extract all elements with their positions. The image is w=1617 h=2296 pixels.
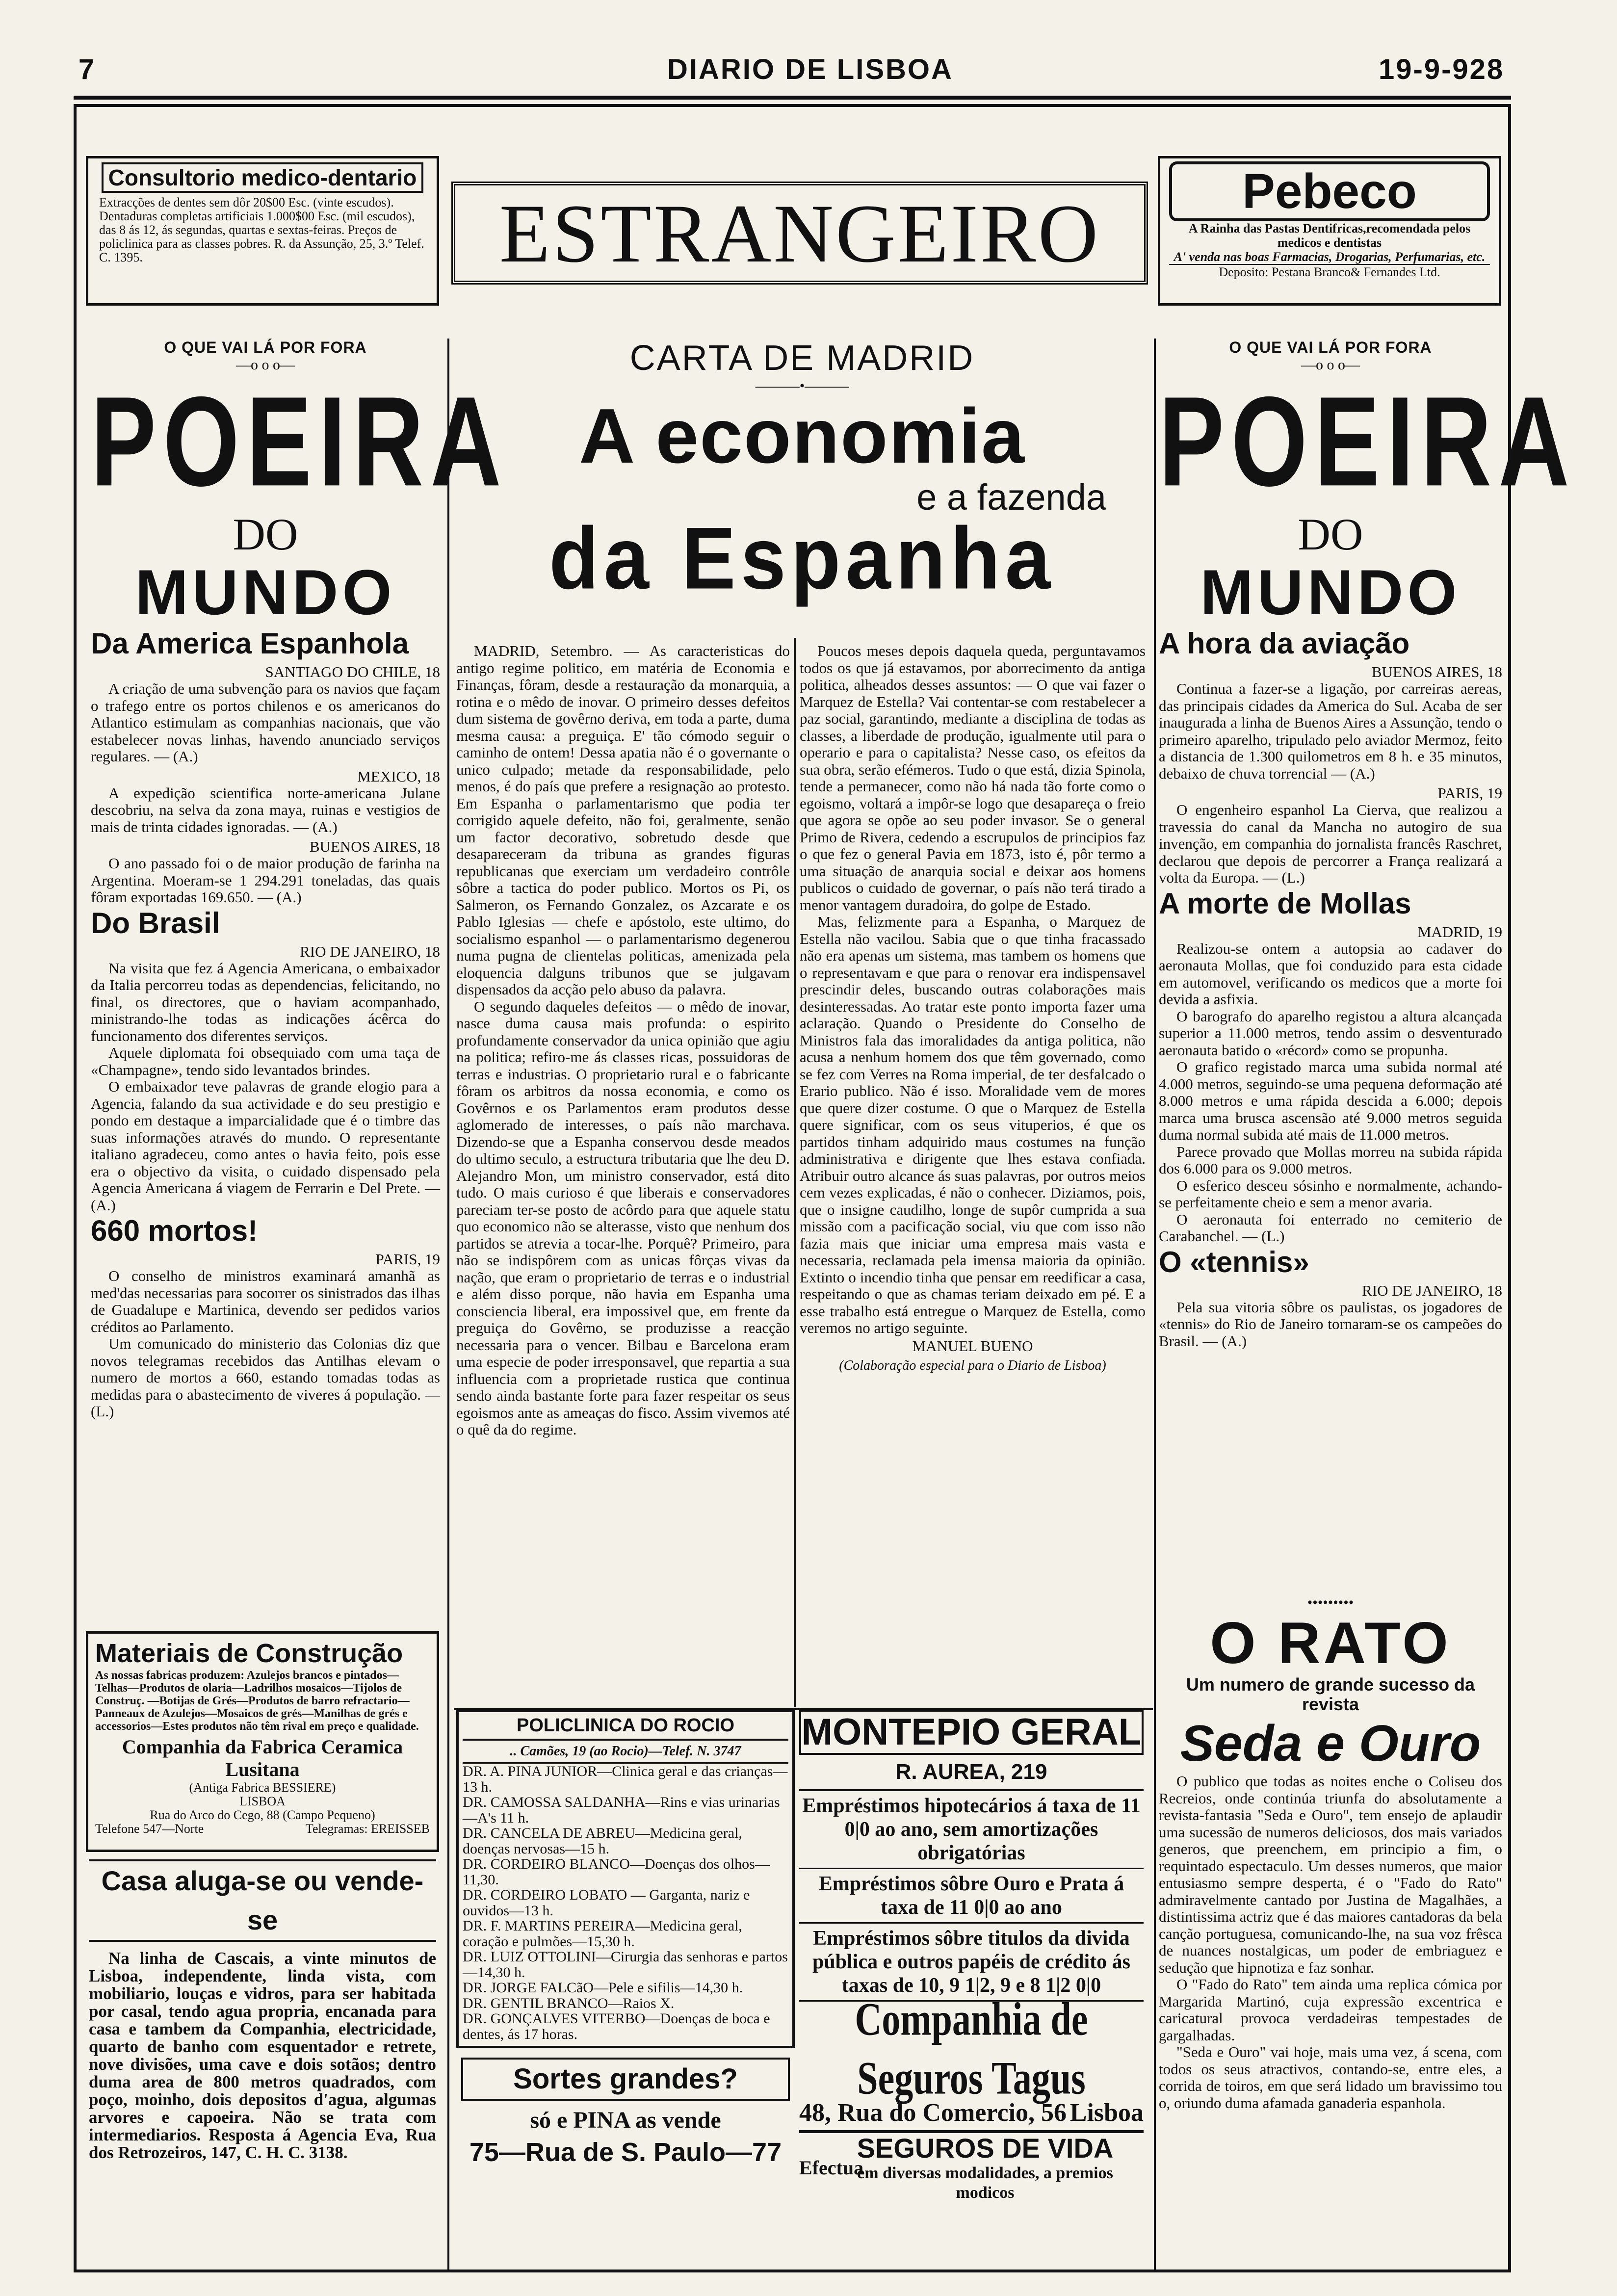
- rato-subtitle: Um numero de grande sucesso da revista: [1186, 1674, 1475, 1714]
- dateline: BUENOS AIRES, 18: [309, 838, 440, 855]
- rato-ornament: •••••••••: [1307, 1594, 1354, 1611]
- newspaper-title: DIARIO DE LISBOA: [667, 53, 953, 85]
- center-kicker: CARTA DE MADRID: [629, 339, 975, 378]
- ad-materiais-address: Rua do Arco do Cego, 88 (Campo Pequeno): [150, 1808, 375, 1822]
- ad-policlinica-item: DR. CORDEIRO LOBATO — Garganta, nariz e ouvidos—13 h.: [463, 1887, 750, 1919]
- right-subhead-aviacao: A hora da aviação: [1159, 627, 1410, 660]
- left-ornament: —o o o—: [236, 357, 295, 373]
- ad-montepio-offer3: Empréstimos sôbre titulos da divida pública e outros papéis de crédito ás taxas de 10, 9 1|2, 9 e 8 1|2 0|0: [799, 1924, 1144, 2002]
- article-paragraph: "Seda e Ouro" vai hoje, mais uma vez, á scena, com todos os seus atractivos, contando-se, entre eles, a corrida de toiros, em que será lidado um bravissimo tou o, oriundo duma afamada ganaderia espanhola.: [1159, 2043, 1502, 2112]
- ad-policlinica-item: DR. CORDEIRO BLANCO—Doenças dos olhos—11,30.: [463, 1856, 770, 1888]
- ad-sortes: [456, 2056, 795, 2271]
- article-paragraph: O segundo daqueles defeitos — o mêdo de inovar, nasce duma causa mais profunda: o espirito profundamente conservador da unica opinião que agiu na politica; refiro-me ás classes ricas, possuidoras de terras e industrias. O proprietario rural e o fabricante fôram os arbitros da nossa economia, e como os Govêrnos e os Parlamentos eram produtos desse aglomerado de interesses, o país não marchava. Dizendo-se que a Espanha conservou desde meados do ultimo seculo, a estructura tributaria que lhe deu D. Alejandro Mon, um ministro conservador, está dito tudo. O mais curioso é que liberais e conservadores pareciam ter-se posto de acôrdo para que aquele statu quo economico não se alterasse, visto que nenhum dos partidos se atrevia a tocar-lhe. Porquê? Primeiro, para não se indispôrem com as unicas fôrças vivas da nação, que eram o proprietario de terras e o industrial e além disso porque, não havia em Espanha uma consciencia liberal, era impossivel que, em frente da preguiça do Govêrno, se produzisse a reacção necessaria para o vencer. Bilbau e Barcelona eram uma especie de poder irresponsavel, que repartia a sua influencia com a proprietade rustica que continua sendo ainda bastante forte para fazer respeitar os seus egoismos ante as ameaças do fisco. Assim vivemos até o quê da do regime.: [456, 997, 790, 1438]
- right-ornament: —o o o—: [1301, 357, 1360, 373]
- article-paragraph: A criação de uma subvenção para os navios que façam o trafego entre os portos chilenos e os americanos do Atlantico estimulam as companhias nacionais, que vão estabelecer novas linhas, havendo anunciado serviços regulares. — (A.): [91, 680, 440, 765]
- article-paragraph: A expedição scientifica norte-americana Julane descobriu, na selva da zona maya, ruinas e vestigios de mais de trinta cidades ignoradas. — (A.): [91, 784, 440, 835]
- right-headline-poeira: POEIRA: [1159, 370, 1576, 513]
- article-paragraph: O engenheiro espanhol La Cierva, que realizou a travessia do canal da Mancha no autogiro de sua invenção, em companhia do jornalista francês Raschret, declarou que depois de percorrer a França realizará a volta da Europa. — (L.): [1159, 801, 1502, 886]
- dateline: RIO DE JANEIRO, 18: [1362, 1281, 1502, 1299]
- ad-montepio-title: MONTEPIO GERAL: [799, 1710, 1144, 1755]
- dateline: MEXICO, 18: [357, 767, 440, 785]
- right-subhead-tennis: O «tennis»: [1159, 1245, 1309, 1278]
- ad-tagus-city: Lisboa: [1069, 2099, 1144, 2127]
- ad-materiais-company2: (Antiga Fabrica BESSIERE): [189, 1780, 336, 1795]
- ad-pebeco-line2: A' venda nas boas Farmacias, Drogarias, Perfumarias, etc.: [1174, 250, 1486, 264]
- article-paragraph: O aeronauta foi enterrado no cemiterio de Carabanchel. — (L.): [1159, 1210, 1502, 1245]
- article-paragraph: O ano passado foi o de maior produção de farinha na Argentina. Moeram-se 1 294.291 toneladas, das quais fôram exportadas 169.650. — (A.): [91, 855, 440, 906]
- ad-tagus-seguros: SEGUROS DE VIDA: [857, 2133, 1114, 2164]
- article-paragraph: O esferico desceu sósinho e normalmente, achando-se perfeitamente cheio e sem a menor avaria.: [1159, 1176, 1502, 1211]
- left-subhead-mortos: 660 mortos!: [91, 1214, 258, 1247]
- ad-policlinica-item: DR. GENTIL BRANCO—Raios X.: [463, 1995, 675, 2011]
- right-headline-do: DO: [1298, 509, 1363, 559]
- center-headline-economia: A economia: [579, 393, 1025, 479]
- article-paragraph: Parece provado que Mollas morreu na subida rápida dos 6.000 para os 9.000 metros.: [1159, 1143, 1502, 1177]
- right-subhead-mollas: A morte de Mollas: [1159, 887, 1411, 920]
- ad-tagus-efectua: Efectua: [799, 2157, 864, 2179]
- left-subhead-america: Da America Espanhola: [91, 627, 409, 660]
- article-paragraph: O publico que todas as noites enche o Coliseu dos Recreios, onde continúa triunfa do absolutamente a revista-fantasia "Seda e Ouro", tem ensejo de aplaudir uma sucessão de numeros deliciosos, dos mais variados generos, que preenchem, em principio a fim, o requintado espectaculo. Um desses numeros, que maior entusiasmo sempre desperta, é o "Fado do Rato" admiravelmente cantado por Justina de Magalhães, a distintissima actriz que é das maiores cantadoras da bela canção portuguesa, comunicando-lhe, na sua voz frêsca de nuances nostalgicas, um poder de embriaguez e sedução que hipnotiza e faz sonhar.: [1159, 1773, 1502, 1976]
- rato-revista: Seda e Ouro: [1180, 1715, 1481, 1772]
- ad-policlinica-item: DR. GONÇALVES VITERBO—Doenças de boca e dentes, ás 17 horas.: [463, 2010, 770, 2042]
- issue-date: 19-9-928: [1379, 53, 1505, 85]
- ad-montepio: [797, 1710, 1146, 2271]
- ad-materiais: [86, 1631, 439, 1852]
- article-paragraph: Realizou-se ontem a autopsia ao cadaver do aeronauta Mollas, que foi conduzido para esta cidade em automovel, verificando os medicos que a morte foi devida a asfixia.: [1159, 939, 1502, 1008]
- ad-pebeco: [1158, 156, 1501, 306]
- ad-consultorio-title: Consultorio medico-dentario: [102, 162, 424, 193]
- left-headline-mundo: MUNDO: [135, 556, 396, 628]
- center-column-2: [800, 643, 1146, 1707]
- column-rule-center: [794, 638, 796, 1707]
- article-paragraph: O grafico registado marca uma subida normal até 4.000 metros, seguindo-se uma pequena deformação até 8.000 metros e uma rápida descida a 6.000; depois marca uma brusca ascensão até 9.000 metros seguida duma normal subida até mais de 11.000 metros.: [1159, 1058, 1502, 1143]
- left-subhead-brasil: Do Brasil: [91, 906, 220, 939]
- dateline: SANTIAGO DO CHILE, 18: [265, 663, 440, 680]
- right-headline-mundo: MUNDO: [1200, 556, 1461, 628]
- article-paragraph: Mas, felizmente para a Espanha, o Marquez de Estella não vacilou. Sabia que o que tinha fracassado não era apenas um sistema, mas tambem os homens que o representavam e que para o renovar era indispensavel prescindir deles, buscando outras colaborações mais desinteressadas. Ao tratar este ponto importa fazer uma aclaração. Quando o Presidente do Conselho de Ministros fala das imoralidades da antiga politica, não acusa a nenhum homem dos que têm governado, como se fez com Verres na Roma imperial, de ter desfalcado o Erario publico. Não é isso. Moralidade vem de mores que quere dizer costume. O que o Marquez de Estella quere significar, com os seus vituperios, é que os partidos tinham adquirido maus costumes na função administrativa e dirigente que lhes estava confiada. Atribuir outro alcance ás suas palavras, por outros meios cem vezes explicadas, é não o conhecer. Diziamos, pois, que o insigne caudilho, longe de supôr cumprida a sua missão com a pacificação social, viu que com isso não fazia mais que iniciar uma empresa mais vasta e necessaria, reclamada pela imensa maioria da opinião. Extinto o incendio tinha que pensar em reedificar a casa, respeitando o que as chamas teriam deixado em pé. E a esse trabalho está entregue o Marquez de Estella, como veremos no artigo seguinte.: [800, 913, 1146, 1336]
- article-paragraph: Continua a fazer-se a ligação, por carreiras aereas, das principais cidades da America do Sul. Acaba de ser inaugurada a linha de Buenos Aires a Assunção, tendo o primeiro aparelho, tripulado pelo aviador Mermoz, feito a distancia de 1.300 quilometros em 8 h. e 35 minutos, debaixo de chuva torrencial — (A.): [1159, 680, 1502, 782]
- ad-materiais-city: LISBOA: [239, 1794, 286, 1808]
- ad-policlinica-address: .. Camões, 19 (ao Rocio)—Telef. N. 3747: [463, 1741, 788, 1764]
- ad-policlinica-item: DR. A. PINA JUNIOR—Clinica geral e das crianças—13 h.: [463, 1763, 788, 1795]
- ad-rato: [1159, 1594, 1502, 2271]
- ad-policlinica-item: DR. CAMOSSA SALDANHA—Rins e vias urinarias—A's 11 h.: [463, 1794, 780, 1826]
- center-headline-espanha: da Espanha: [549, 509, 1055, 608]
- dateline: PARIS, 19: [1437, 784, 1502, 802]
- article-signature: MANUEL BUENO: [912, 1337, 1033, 1355]
- ad-policlinica-item: DR. JORGE FALCãO—Pele e sifilis—14,30 h.: [463, 1980, 743, 1996]
- ad-casa-body: Na linha de Cascais, a vinte minutos de Lisboa, independente, linda vista, com mobiliario, louças e vidros, para ser habitada por casal, tendo agua propria, encanada para casa e tambem da Companhia, electricidade, quarto de banho com esquentador e retrete, nove divisões, uma cave e dois sotãos; dentro duma area de 800 metros quadrados, com poço, moinho, dois depositos d'agua, algumas arvores e capoeira. Não se trata com intermediarios. Resposta á Agencia Eva, Rua dos Retrozeiros, 147, C. H. C. 3138.: [89, 1949, 436, 2162]
- ad-montepio-offer2: Empréstimos sôbre Ouro e Prata á taxa de 11 0|0 ao ano: [799, 1869, 1144, 1924]
- center-headline: [454, 339, 1150, 643]
- dateline: MADRID, 19: [1417, 923, 1502, 940]
- ad-materiais-phone: Telefone 547—Norte: [95, 1822, 204, 1836]
- article-paragraph: O conselho de ministros examinará amanhã as med'das necessarias para socorrer os sinistrados das ilhas de Guadalupe e Martinica, devendo ser pedidos varios créditos ao Parlamento.: [91, 1267, 440, 1335]
- center-ornament: ———•———: [755, 378, 849, 394]
- column-rule-right: [1154, 339, 1156, 2271]
- right-kicker: O QUE VAI LÁ POR FORA: [1229, 339, 1432, 356]
- ad-pebeco-line3: Deposito: Pestana Branco& Fernandes Ltd.: [1169, 264, 1490, 279]
- left-column: [91, 339, 508, 1624]
- article-paragraph: Um comunicado do ministerio das Colonias diz que novos telegramas recebidos das Antilhas elevam o numero de mortos a 660, estando tomadas todas as medidas para o abastecimento de viveres á população. — (L.): [91, 1335, 440, 1420]
- ad-sortes-line1: Sortes grandes?: [461, 2058, 790, 2101]
- article-paragraph: Poucos meses depois daquela queda, perguntavamos todos os que já estavamos, por aborrecimento da antiga politica, alheados desses assuntos: — O que vai fazer o Marquez de Estella? Vai contentar-se com restabelecer a paz social, garantindo, mediante a disciplina de todas as classes, a liberdade de produção, igualmente util para o operario e para o capitalista? Nesse caso, os efeitos da sua obra, serão efémeros. Tudo o que está, dizia Spinola, tende a permanecer, como não há nada tão forte como o egoismo, voltará a impôr-se logo que desapareça o freio que agora se opõe ao seu poder invasor. Se o general Primo de Rivera, cedendo a escrupulos de principios faz o que fez o general Pavia em 1873, isto é, pôr termo a uma situação de anarquia social e deixar aos homens publicos o cuidado de governar, o país não terá tirado a menor vantagem duradoira, do golpe de Estado.: [800, 642, 1146, 913]
- ad-policlinica-item: DR. LUIZ OTTOLINI—Cirurgia das senhoras e partos—14,30 h.: [463, 1949, 788, 1981]
- center-headline-fazenda: e a fazenda: [916, 477, 1106, 518]
- ad-pebeco-line1: A Rainha das Pastas Dentifricas,recomendada pelos medicos e dentistas: [1188, 221, 1471, 250]
- dateline: BUENOS AIRES, 18: [1371, 663, 1502, 680]
- ad-materiais-body: As nossas fabricas produzem: Azulejos brancos e pintados—Telhas—Produtos de olaria—Ladrilhos mosaicos—Tijolos de Construç. —Botijas de Grés—Produtos de barro refractario—Panneaux de Azulejos—Mosaicos de grés—Manilhas de grés e accessorios—Estes produtos não têm rival em preço e qualidade.: [95, 1669, 419, 1733]
- article-paragraph: O barografo do aparelho registou a altura alcançada superior a 11.000 metros, tendo assim o desventurado aeronauta batido o «récord» como se propunha.: [1159, 1007, 1502, 1059]
- center-column-1: [456, 643, 790, 1707]
- ad-sortes-line3: 75—Rua de S. Paulo—77: [469, 2138, 782, 2167]
- ad-policlinica-title: POLICLINICA DO ROCIO: [463, 1712, 788, 1741]
- page-number: 7: [78, 53, 96, 85]
- section-masthead: ESTRANGEIRO: [451, 182, 1148, 285]
- ad-casa-title: Casa aluga-se ou vende-se: [89, 1859, 436, 1942]
- ad-casa: [86, 1859, 439, 2252]
- article-paragraph: O embaixador teve palavras de grande elogio para a Agencia, falando da sua actividade e do seu prestigio e pondo em destaque a imparcialidade que é o timbre das suas informações através do mundo. O representante italiano agradeceu, como antes o havia feito, pois esse era o objectivo da visita, o cuidado dispensado pela Agencia Americana á viagem de Ferrarin e Del Prete. — (A.): [91, 1078, 440, 1214]
- ad-montepio-offer1: Empréstimos hipotecários á taxa de 11 0|0 ao ano, sem amortizações obrigatórias: [799, 1791, 1144, 1869]
- article-paragraph: MADRID, Setembro. — As caracteristicas do antigo regime politico, em matéria de Economia e Finanças, fôram, desde a restauração da monarquia, a rotina e o mêdo de inovar. O primeiro desses defeitos dum sistema de govêrno deriva, em toda a parte, duma mesma causa: a preguiça. E' tão cómodo seguir o caminho de ontem! Dessa apatia não é o governante o unico culpado; metade da responsabilidade, pelo menos, é do país que prefere a resignação ao protesto. Em Espanha o parlamentarismo que podia ter corrigido aquele defeito, não foi, geralmente, senão um factor decorativo, sobretudo desde que desapareceram da tribuna as grandes figuras republicanas que exerciam um verdadeiro contrôle sôbre a tactica do poder publico. Mortos os Pi, os Salmeron, os Fernando Gonzalez, os Azcarate e os Pablo Iglesias — chefe e apóstolo, este ultimo, do socialismo espanhol — o parlamentarismo degenerou numa pugna de clientelas politicas, amenizada pela eloquencia dalguns tribunos que se julgavam dispensados da acção pelo abuso da palavra.: [456, 642, 790, 998]
- ad-tagus-address: 48, Rua do Comercio, 56: [799, 2099, 1067, 2127]
- header-rule: [74, 96, 1511, 100]
- article-paragraph: Pela sua vitoria sôbre os paulistas, os jogadores de «tennis» do Rio de Janeiro tornaram-se os campeões do Brasil. — (A.): [1159, 1298, 1502, 1350]
- rato-title: O RATO: [1210, 1610, 1451, 1676]
- ad-policlinica-item: DR. CANCELA DE ABREU—Medicina geral, doenças nervosas—15 h.: [463, 1825, 742, 1857]
- column-rule-left: [447, 339, 449, 2271]
- ad-consultorio: [86, 156, 439, 306]
- ad-materiais-company: Companhia da Fabrica Ceramica Lusitana: [122, 1736, 403, 1780]
- ad-tagus-premios: em diversas modalidades, a premios modicos: [857, 2164, 1113, 2202]
- ad-consultorio-body: Extracções de dentes sem dôr 20$00 Esc. (vinte escudos). Dentaduras completas artificiais 1.000$00 Esc. (mil escudos), das 8 ás 12, ás segundas, quartas e sextas-feiras. Preços de policlinica para as classes pobres. R. da Assunção, 25, 3.º Telef. C. 1395.: [99, 195, 424, 264]
- left-kicker: O QUE VAI LÁ POR FORA: [164, 339, 367, 356]
- article-credit: (Colaboração especial para o Diario de Lisboa): [839, 1357, 1106, 1373]
- dateline: RIO DE JANEIRO, 18: [300, 942, 440, 960]
- left-headline-poeira: POEIRA: [91, 370, 508, 513]
- dateline: PARIS, 19: [375, 1251, 440, 1268]
- ad-materiais-title: Materiais de Construção: [95, 1639, 403, 1668]
- ad-sortes-line2: só e PINA as vende: [530, 2107, 721, 2133]
- ad-pebeco-logo: Pebeco: [1169, 161, 1490, 221]
- ad-policlinica-item: DR. F. MARTINS PEREIRA—Medicina geral, coração e pulmões—15,30 h.: [463, 1918, 742, 1950]
- ad-tagus-title: Companhia de Seguros Tagus: [855, 1993, 1088, 2104]
- left-headline-do: DO: [233, 509, 298, 559]
- ad-policlinica: [456, 1710, 795, 2048]
- article-paragraph: O "Fado do Rato" tem ainda uma replica cómica por Margarida Martinó, cuja expressão excentrica e caricatural provoca verdadeiras tempestades de gargalhadas.: [1159, 1976, 1502, 2044]
- ad-materiais-telegrams: Telegramas: EREISSEB: [305, 1822, 430, 1836]
- right-column: [1159, 339, 1576, 1594]
- ad-montepio-address: R. AUREA, 219: [799, 1755, 1144, 1791]
- article-paragraph: Aquele diplomata foi obsequiado com uma taça de «Champagne», tendo sido levantados brindes.: [91, 1044, 440, 1078]
- article-paragraph: Na visita que fez á Agencia Americana, o embaixador da Italia percorreu todas as dependencias, felicitando, no final, os directores, que o haviam acompanhado, ministrando-lhe todas as indicações ácêrca do funcionamento dos diferentes serviços.: [91, 959, 440, 1044]
